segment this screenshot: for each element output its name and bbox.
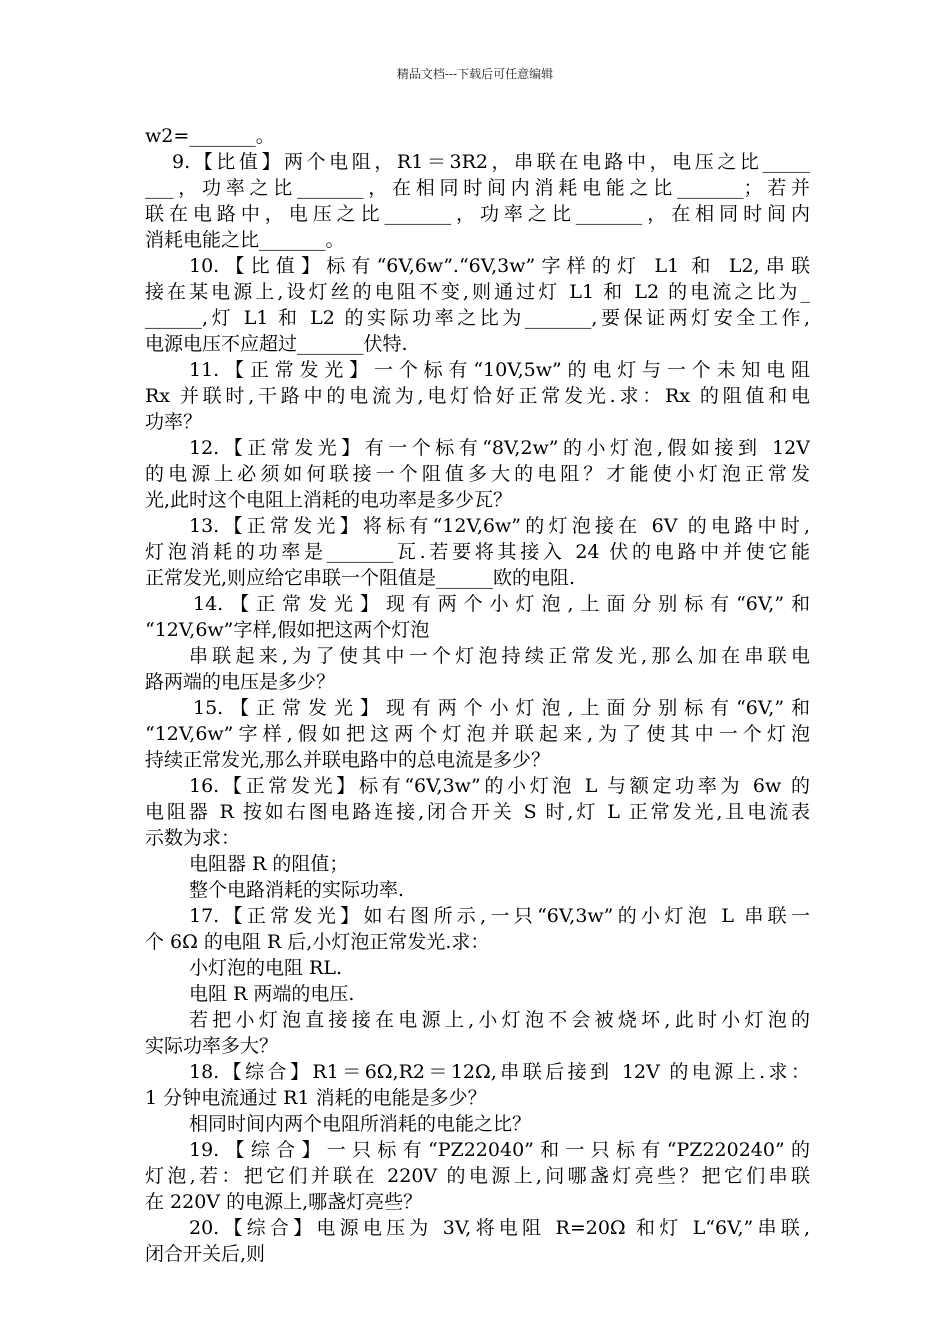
text-line: 18.【综合】R1＝6Ω,R2＝12Ω,串联后接到 12V 的电源上.求： bbox=[189, 1061, 810, 1083]
text-line: 联在电路中，电压之比_______，功率之比_______，在相同时间内 bbox=[145, 203, 810, 225]
text-line: 闭合开关后,则 bbox=[145, 1243, 266, 1265]
text-line: 电阻器 R 的阻值； bbox=[189, 853, 349, 875]
text-line: 1 分钟电流通过 R1 消耗的电能是多少？ bbox=[145, 1087, 487, 1109]
text-line: 示数为求： bbox=[145, 827, 241, 849]
text-line: 电源电压不应超过_______伏特. bbox=[145, 333, 408, 355]
document-body bbox=[145, 123, 810, 1267]
text-line: 路两端的电压是多少？ bbox=[145, 671, 336, 693]
text-line: 13.【正常发光】将标有“12V,6w”的灯泡接在 6V 的电路中时, bbox=[189, 515, 810, 537]
text-line: 19.【综合】一只标有“PZ22040”和一只标有“PZ220240”的 bbox=[189, 1139, 810, 1161]
text-line: w2=_______。 bbox=[145, 125, 275, 147]
text-line: Rx 并联时,干路中的电流为,电灯恰好正常发光.求：Rx 的阻值和电 bbox=[145, 385, 810, 407]
text-line: 17.【正常发光】如右图所示,一只“6V,3w”的小灯泡 L 串联一 bbox=[189, 905, 810, 927]
text-line: 灯泡消耗的功率是_______瓦.若要将其接入 24 伏的电路中并使它能 bbox=[145, 541, 810, 563]
text-line: “12V,6w”字样,假如把这两个灯泡 bbox=[145, 619, 430, 641]
text-line: 小灯泡的电阻 RL. bbox=[189, 957, 343, 979]
text-line: 在 220V 的电源上,哪盏灯亮些？ bbox=[145, 1191, 423, 1213]
text-line: 光,此时这个电阻上消耗的电功率是多少瓦？ bbox=[145, 489, 513, 511]
text-line: 16.【正常发光】标有“6V,3w”的小灯泡 L 与额定功率为 6w 的 bbox=[189, 775, 810, 797]
text-line: 11.【正常发光】一个标有“10V,5w”的电灯与一个未知电阻 bbox=[189, 359, 810, 381]
text-line: 电阻 R 两端的电压. bbox=[189, 983, 355, 1005]
text-line: “12V,6w”字样,假如把这两个灯泡并联起来,为了使其中一个灯泡 bbox=[145, 723, 810, 745]
text-line: 的电源上必须如何联接一个阻值多大的电阻？才能使小灯泡正常发 bbox=[145, 463, 810, 485]
text-line: ___，功率之比_______，在相同时间内消耗电能之比_______；若并 bbox=[145, 177, 810, 199]
text-line: 20.【综合】电源电压为 3V,将电阻 R=20Ω 和灯 L“6V,”串联, bbox=[189, 1217, 810, 1239]
text-line: 10.【比值】标有“6V,6w”.“6V,3w”字样的灯 L1 和 L2,串联 bbox=[189, 255, 810, 277]
text-line: 串联起来,为了使其中一个灯泡持续正常发光,那么加在串联电 bbox=[189, 645, 810, 667]
text-line: 相同时间内两个电阻所消耗的电能之比？ bbox=[189, 1113, 532, 1135]
text-line: 12.【正常发光】有一个标有“8V,2w”的小灯泡,假如接到 12V bbox=[189, 437, 810, 459]
text-line: 整个电路消耗的实际功率. bbox=[189, 879, 405, 901]
text-line: 14.【正常发光】现有两个小灯泡,上面分别标有“6V,”和 bbox=[193, 593, 810, 615]
text-line: ______,灯 L1 和 L2 的实际功率之比为_______,要保证两灯安全工作, bbox=[145, 307, 810, 329]
text-line: 若把小灯泡直接接在电源上,小灯泡不会被烧坏,此时小灯泡的 bbox=[189, 1009, 810, 1031]
text-line: 9.【比值】两个电阻，R1＝3R2，串联在电路中，电压之比_____ bbox=[172, 151, 810, 173]
text-line: 个 6Ω 的电阻 R 后,小灯泡正常发光.求： bbox=[145, 931, 490, 953]
text-line: 灯泡,若：把它们并联在 220V 的电源上,问哪盏灯亮些？把它们串联 bbox=[145, 1165, 810, 1187]
text-line: 实际功率多大？ bbox=[145, 1035, 279, 1057]
text-line: 15.【正常发光】现有两个小灯泡,上面分别标有“6V,”和 bbox=[193, 697, 810, 719]
text-line: 电阻器 R 按如右图电路连接,闭合开关 S 时,灯 L 正常发光,且电流表 bbox=[145, 801, 810, 823]
text-line: 正常发光,则应给它串联一个阻值是______欧的电阻. bbox=[145, 567, 576, 589]
text-line: 功率？ bbox=[145, 411, 203, 433]
page-header: 精品文档---下载后可任意编辑 bbox=[396, 67, 554, 81]
text-line: 消耗电能之比_______。 bbox=[145, 229, 345, 251]
text-line: 接在某电源上,设灯丝的电阻不变,则通过灯 L1 和 L2 的电流之比为_ bbox=[145, 281, 810, 303]
text-line: 持续正常发光,那么并联电路中的总电流是多少？ bbox=[145, 749, 551, 771]
